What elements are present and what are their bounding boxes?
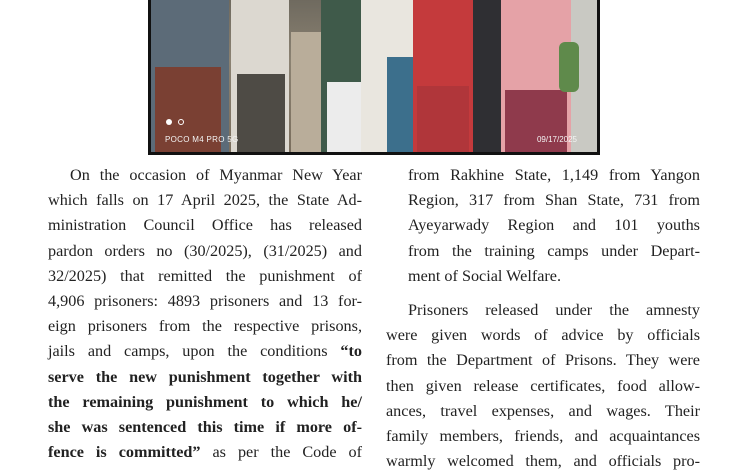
person-figure [559,42,579,92]
body-line: from Rakhine State, 1,149 from Yangon [408,166,700,184]
person-figure [237,74,285,152]
camera-watermark: POCO M4 PRO 5G [165,135,239,144]
bold-quote-line: she was sentenced this time if more of- [48,418,362,437]
body-line: then given release certificates, food allow- [386,376,700,395]
body-line: which falls on 17 April 2025, the State Ad- [48,191,362,210]
person-figure [473,0,501,152]
body-text: jails and camps, upon the conditions [48,342,328,361]
person-figure [291,32,321,152]
body-line: warmly welcomed them, and officials pro- [386,452,700,471]
carousel-dots [166,112,186,130]
paragraph-continued [386,163,700,289]
body-text: as per the Code of [200,443,362,462]
news-photo [148,0,600,155]
bold-quote-line: the remaining punishment to which he/ [48,392,362,411]
body-line [48,440,362,465]
body-line: 4,906 prisoners: 4893 prisoners and 13 for- [48,292,362,311]
body-line: Ayeyarwady Region and 101 youths [408,216,700,235]
dot-active [166,119,172,125]
body-line: pardon orders no (30/2025), (31/2025) and [48,241,362,260]
body-line: Prisoners released under the amnesty [408,301,700,320]
body-line: On the occasion of Myanmar New Year [70,166,362,184]
body-line: Region, 317 from Shan State, 731 from [408,191,700,210]
body-line: were given words of advice by officials [386,326,700,345]
photo-date-stamp: 09/17/2025 [536,135,577,144]
body-line: from the training camps under Depart- [408,241,700,260]
body-line: ances, travel expenses, and wages. Their [386,401,700,420]
body-line: eign prisoners from the respective prisons, [48,317,362,336]
bold-quote-line: serve the new punishment together with [48,367,362,386]
person-figure [327,82,363,152]
person-figure [417,86,469,152]
body-line: family members, friends, and acquaintances [386,427,700,446]
dot [178,119,184,125]
body-line: ment of Social Welfare. [408,266,562,285]
body-line: ministration Council Office has released [48,216,362,235]
bold-quote-end: fence is committed” [48,443,201,462]
bold-quote-start: “to [340,342,362,361]
article-right-column [386,163,700,474]
paragraph [386,298,700,474]
body-line [48,339,362,364]
body-line: from the Department of Prisons. They were [386,351,700,370]
article-left-column [48,163,362,465]
body-line: 32/2025) that remitted the punishment of [48,266,362,285]
